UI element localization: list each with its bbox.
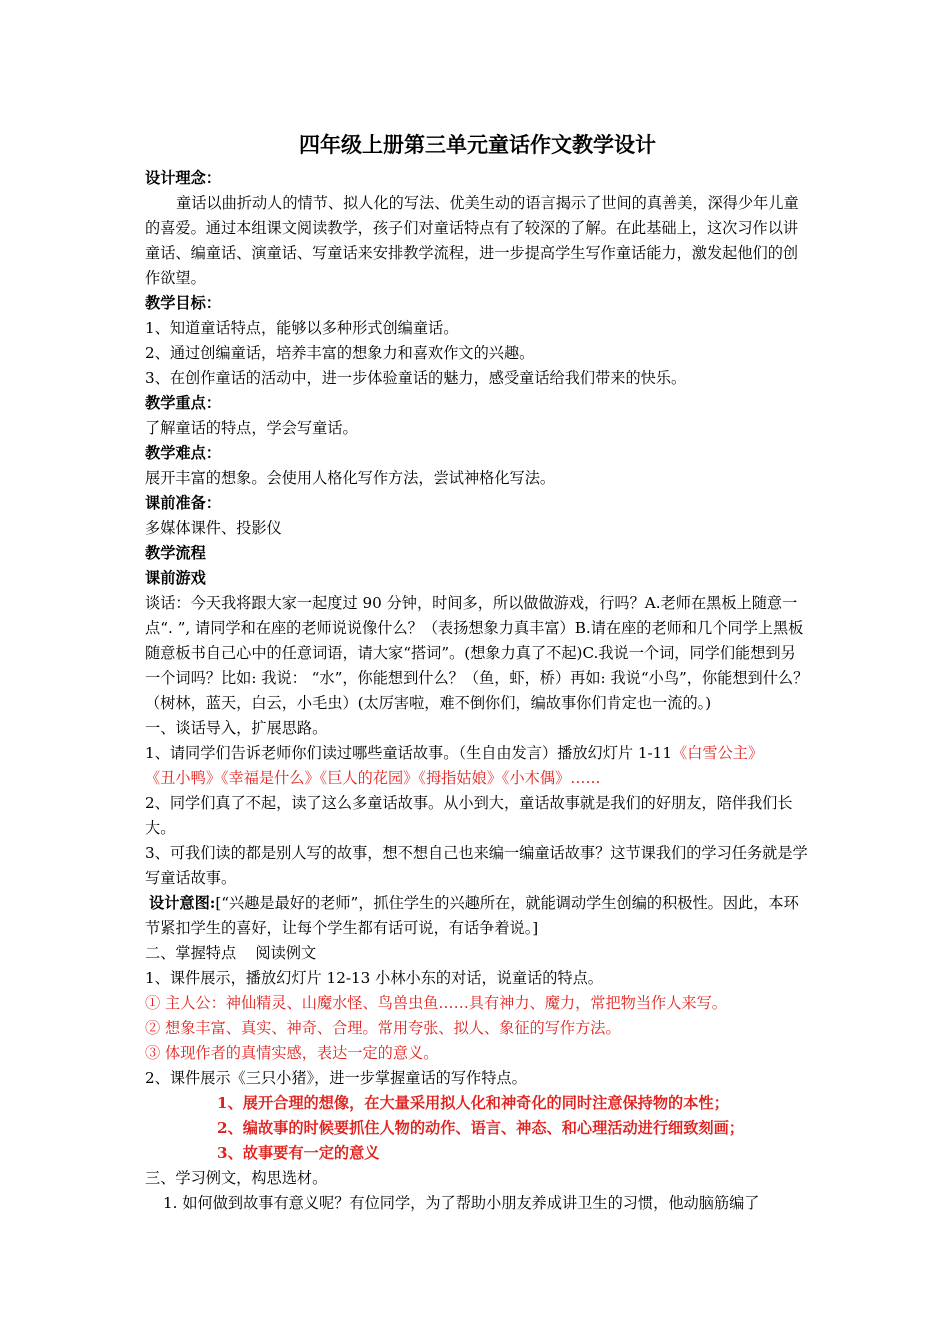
game-paragraph: 谈话：今天我将跟大家一起度过 90 分钟，时间多，所以做做游戏，行吗？A.老师在黑板上随意一点“. ”, 请同学和在座的老师说说像什么？（表扬想象力真丰富）B.请在座的老师和几个同学上黑板随意板书自己心中的任意词语，请大家“搭词”。(想象力真了不起)C.我说一个词，同学们能想到另一个词吗？比如: 我说： “水”，你能想到什么？（鱼，虾，桥）再如: 我说“小鸟”，你能想到什么？（树林，蓝天，白云，小毛虫）(太厉害啦，难不倒你们，编故事你们肯定也一流的。): [145, 594, 809, 712]
section2-item1: 1、课件展示，播放幻灯片 12-13 小林小东的对话，说童话的特点。: [145, 969, 603, 987]
document-title: 四年级上册第三单元童话作文教学设计: [299, 132, 656, 157]
difficulty-heading: 教学难点：: [145, 444, 221, 462]
section1-heading: 一、谈话导入，扩展思路。: [145, 719, 328, 737]
section1-item3: 3、可我们读的都是别人写的故事，想不想自己也来编一编童话故事？这节课我们的学习任务就是学写童话故事。: [145, 844, 808, 887]
feature-item: ③ 体现作者的真情实感，表达一定的意义。: [145, 1044, 439, 1062]
goals-heading: 教学目标：: [145, 294, 221, 312]
writing-point: 3、故事要有一定的意义: [217, 1144, 380, 1162]
section2-heading: 二、掌握特点 阅读例文: [145, 944, 317, 962]
feature-item: ② 想象丰富、真实、神奇、合理。常用夸张、拟人、象征的写作方法。: [145, 1019, 621, 1037]
idea-paragraph: 童话以曲折动人的情节、拟人化的写法、优美生动的语言揭示了世间的真善美，深得少年儿童的喜爱。通过本组课文阅读教学，孩子们对童话特点有了较深的了解。在此基础上，这次习作以讲童话、编童话、演童话、写童话来安排教学流程，进一步提高学生写作童话能力，激发起他们的创作欲望。: [145, 194, 799, 287]
section3-item1: 1. 如何做到故事有意义呢？有位同学，为了帮助小朋友养成讲卫生的习惯，他动脑筋编了: [163, 1194, 760, 1212]
goal-item: 3、在创作童话的活动中，进一步体验童话的魅力，感受童话给我们带来的快乐。: [145, 369, 687, 387]
section1-item2: 2、同学们真了不起，读了这么多童话故事。从小到大，童话故事就是我们的好朋友，陪伴我们长大。: [145, 794, 793, 837]
prep-text: 多媒体课件、投影仪: [145, 519, 282, 537]
document-body: [145, 131, 810, 1216]
section1-item1: [145, 741, 810, 766]
difficulty-text: 展开丰富的想象。会使用人格化写作方法，尝试神格化写法。: [145, 469, 556, 487]
section3-heading: 三、学习例文，构思选材。: [145, 1169, 328, 1187]
writing-point: 1、展开合理的想像，在大量采用拟人化和神奇化的同时注意保持物的本性；: [217, 1094, 729, 1112]
key-text: 了解童话的特点，学会写童话。: [145, 419, 358, 437]
feature-item: ① 主人公：神仙精灵、山魔水怪、鸟兽虫鱼……具有神力、魔力，常把物当作人来写。: [145, 994, 727, 1012]
section1-item1-text: 1、请同学们告诉老师你们读过哪些童话故事。（生自由发言）播放幻灯片 1-11: [145, 744, 673, 762]
goal-item: 1、知道童话特点，能够以多种形式创编童话。: [145, 319, 459, 337]
flow-heading: 教学流程: [145, 544, 206, 562]
book-titles-a: 《白雪公主》: [672, 744, 764, 762]
game-heading: 课前游戏: [145, 569, 206, 587]
key-heading: 教学重点：: [145, 394, 221, 412]
section2-item2: 2、课件展示《三只小猪》，进一步掌握童话的写作特点。: [145, 1069, 527, 1087]
design-intent-text: [“兴趣是最好的老师”，抓住学生的兴趣所在，就能调动学生创编的积极性。因此，本环节紧扣学生的喜好，让每个学生都有话可说，有话争着说。]: [145, 894, 799, 937]
book-titles-b: 《丑小鸭》《幸福是什么》《巨人的花园》《拇指姑娘》《小木偶》……: [145, 769, 601, 787]
writing-point: 2、编故事的时候要抓住人物的动作、语言、神态、和心理活动进行细致刻画；: [217, 1119, 744, 1137]
idea-heading: 设计理念：: [145, 169, 221, 187]
design-intent: [145, 891, 810, 941]
design-intent-label: 设计意图:: [149, 894, 216, 912]
goal-item: 2、通过创编童话，培养丰富的想象力和喜欢作文的兴趣。: [145, 344, 535, 362]
prep-heading: 课前准备：: [145, 494, 221, 512]
